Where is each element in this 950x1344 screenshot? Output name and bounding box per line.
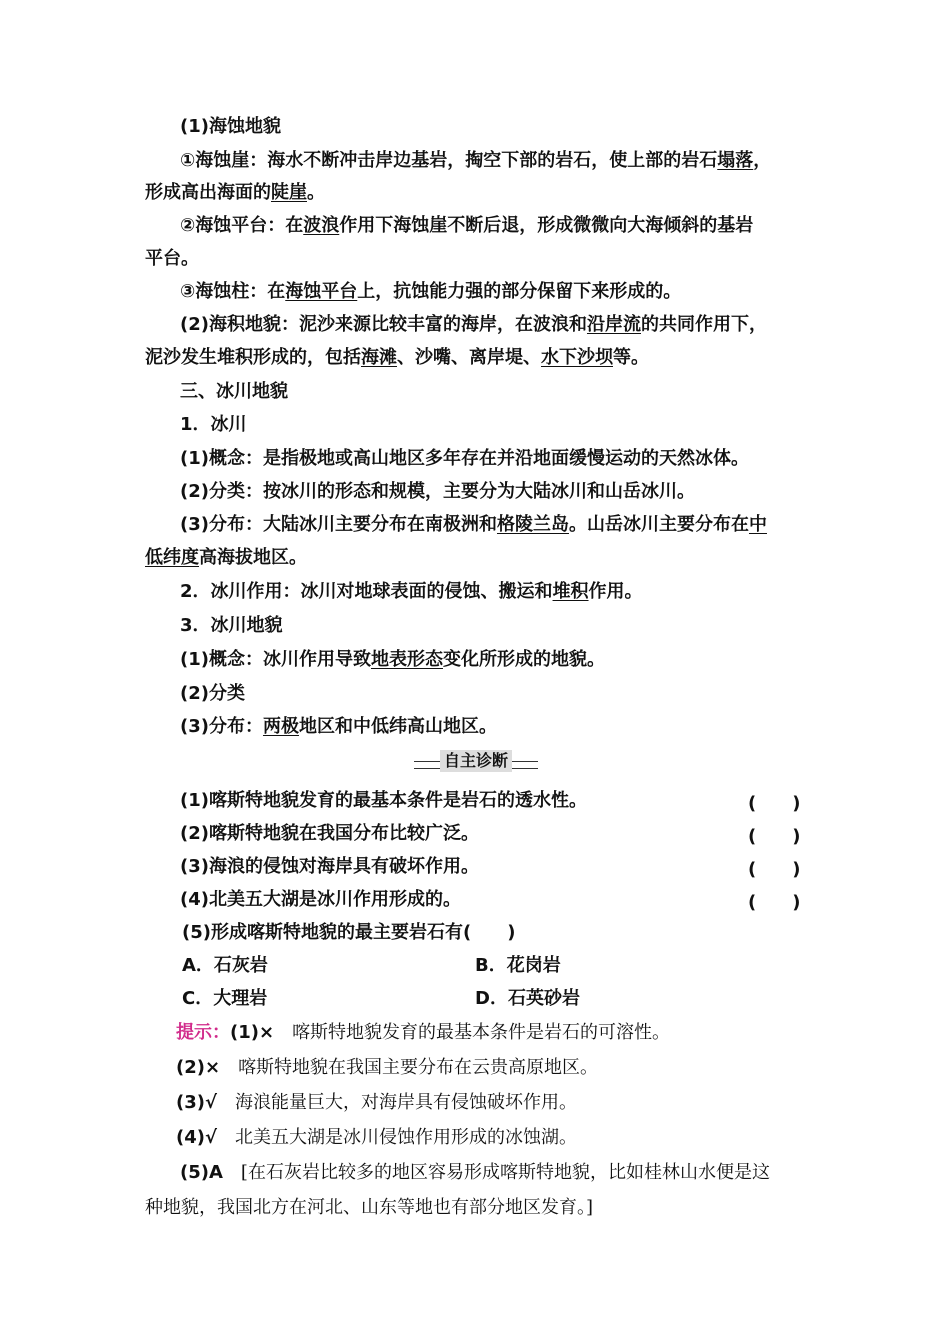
question-2: (2)喀斯特地貌在我国分布比较广泛。: [180, 823, 479, 844]
hint-2: [176, 1056, 598, 1080]
hint-mark: (1)×: [230, 1022, 293, 1043]
text: 泥沙发生堆积形成的，包括: [145, 347, 361, 368]
answer-blank: 陡崖: [271, 182, 307, 203]
deposition-line-2: [145, 346, 649, 370]
section-title: 三、冰川地貌: [180, 381, 288, 402]
answer-blank: 两极: [262, 716, 299, 737]
question-4: (4)北美五大湖是冰川作用形成的。: [180, 889, 461, 910]
question-1: (1)喀斯特地貌发育的最基本条件是岩石的透水性。: [180, 790, 587, 811]
text: 上，抗蚀能力强的部分保留下来形成的。: [357, 281, 682, 302]
hint-text: 海浪能量巨大，对海岸具有侵蚀破坏作用。: [234, 1092, 577, 1113]
answer-paren-4: ( ): [748, 892, 801, 913]
text: (2)海积地貌：泥沙来源比较丰富的海岸，在波浪和: [180, 314, 587, 335]
text: 2．冰川作用：冰川对地球表面的侵蚀、搬运和: [180, 581, 553, 602]
glacier-landform-distribution: [180, 715, 497, 739]
answer-paren-3: ( ): [748, 859, 801, 880]
hint-4: [176, 1126, 577, 1150]
text: (3)分布：大陆冰川主要分布在南极洲和: [180, 514, 497, 535]
answer-blank: 塌落: [717, 150, 754, 171]
text: 、沙嘴、离岸堤、: [397, 347, 541, 368]
option-c: C．大理岩: [182, 988, 268, 1009]
sea-cliff-line-1: [180, 149, 771, 173]
answer-blank: 低纬度: [145, 547, 199, 568]
banner-bar-right: [512, 761, 538, 769]
glacier-landform-concept: [180, 648, 605, 672]
answer-blank: 地表形态: [370, 649, 443, 670]
wave-platform-line-1: [180, 214, 753, 238]
text: 变化所形成的地貌。: [442, 649, 605, 670]
glacier-action: [180, 580, 643, 604]
question-5: (5)形成喀斯特地貌的最主要岩石有( ): [182, 922, 516, 943]
text: 。: [307, 182, 325, 203]
answer-blank: 堆积: [552, 581, 589, 602]
sea-stack-line: [180, 280, 681, 304]
glacier-distribution-line-2: [145, 546, 307, 570]
hint-1: [176, 1021, 670, 1045]
answer-paren-1: ( ): [748, 793, 801, 814]
text: 。山岳冰川主要分布在: [568, 514, 749, 535]
question-3: (3)海浪的侵蚀对海岸具有破坏作用。: [180, 856, 479, 877]
glacier-distribution-line-1: [180, 513, 767, 537]
hint-5-line-1: [180, 1161, 770, 1185]
hint-label: 提示：: [176, 1022, 230, 1043]
answer-blank: 波浪: [303, 215, 340, 236]
answer-blank: 海滩: [361, 347, 397, 368]
text: (1)概念：冰川作用导致: [180, 649, 371, 670]
text: 地区和中低纬高山地区。: [298, 716, 497, 737]
hint-mark: (3)√: [176, 1092, 235, 1113]
text: (3)分布：: [180, 716, 263, 737]
glacier-landform-subtitle: 3．冰川地貌: [180, 615, 283, 636]
glacier-landform-classification: (2)分类: [180, 683, 245, 704]
text: ③海蚀柱：在: [180, 281, 286, 302]
hint-text: 喀斯特地貌发育的最基本条件是岩石的可溶性。: [292, 1022, 671, 1043]
text: ①海蚀崖：海水不断冲击岸边基岩，掏空下部的岩石，使上部的岩石: [180, 150, 718, 171]
answer-paren-2: ( ): [748, 826, 801, 847]
answer-blank: 沿岸流: [586, 314, 641, 335]
sea-cliff-line-2: [145, 181, 325, 205]
option-a: A．石灰岩: [182, 955, 268, 976]
hint-mark: (2)×: [176, 1057, 239, 1078]
banner-bar-left: [414, 761, 440, 769]
hint-mark: (4)√: [176, 1127, 235, 1148]
answer-blank: 格陵兰岛: [496, 514, 569, 535]
option-b: B．花岗岩: [475, 955, 561, 976]
text: 等。: [613, 347, 649, 368]
text: 作用下海蚀崖不断后退，形成微微向大海倾斜的基岩: [339, 215, 754, 236]
text: 形成高出海面的: [145, 182, 271, 203]
glacier-classification: (2)分类：按冰川的形态和规模，主要分为大陆冰川和山岳冰川。: [180, 481, 695, 502]
glacier-subtitle: 1．冰川: [180, 414, 247, 435]
hint-5-line-2: [145, 1196, 593, 1220]
text: ②海蚀平台：在: [180, 215, 304, 236]
banner-label: 自主诊断: [440, 750, 512, 772]
text: 作用。: [588, 581, 643, 602]
wave-platform-line-2: 平台。: [145, 248, 199, 269]
glacier-concept: (1)概念：是指极地或高山地区多年存在并沿地面缓慢运动的天然冰体。: [180, 448, 749, 469]
hint-text: 喀斯特地貌在我国主要分布在云贵高原地区。: [238, 1057, 599, 1078]
hint-text: [在石灰岩比较多的地区容易形成喀斯特地貌，比如桂林山水便是这: [240, 1162, 770, 1183]
hint-3: [176, 1091, 577, 1115]
answer-blank: 水下沙坝: [541, 347, 613, 368]
self-diagnosis-banner: [414, 752, 538, 772]
hint-text: 北美五大湖是冰川侵蚀作用形成的冰蚀湖。: [234, 1127, 577, 1148]
hint-mark: (5)A: [180, 1162, 241, 1183]
deposition-line-1: [180, 313, 767, 337]
erosion-landform-title: (1)海蚀地貌: [180, 116, 281, 137]
answer-blank: 海蚀平台: [285, 281, 358, 302]
answer-blank: 中: [748, 514, 767, 535]
option-d: D．石英砂岩: [475, 988, 580, 1009]
hint-text: 种地貌，我国北方在河北、山东等地也有部分地区发育。]: [145, 1197, 594, 1218]
text: 高海拔地区。: [199, 547, 307, 568]
text: 的共同作用下，: [640, 314, 767, 335]
text: ，: [753, 150, 772, 171]
